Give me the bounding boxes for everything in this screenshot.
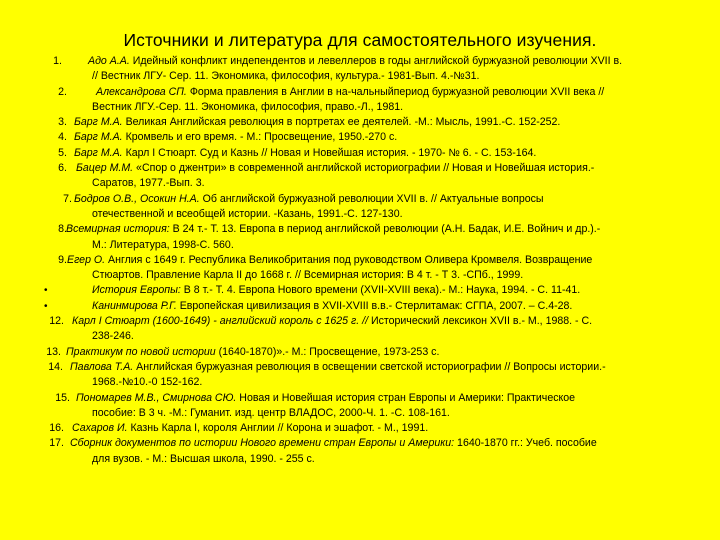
entry-text xyxy=(0,283,720,298)
entry-author: Практикум по новой истории xyxy=(66,345,216,358)
entry-line-2: 1968.-№10.-0 152-162. xyxy=(92,376,203,389)
entry-author: Егер О. xyxy=(67,253,106,266)
entry-line-1: Кромвель и его время. - М.: Просвещение, 1950.-270 с. xyxy=(122,131,398,144)
entry-text xyxy=(0,360,720,391)
reference-entry xyxy=(0,222,720,253)
reference-list xyxy=(0,54,720,467)
entry-line-1: Идейный конфликт индепендентов и левеллеров в годы английской буржуазной революции XVII в. xyxy=(129,55,623,67)
entry-number: 9. xyxy=(58,253,67,266)
reference-entry xyxy=(0,436,720,467)
entry-line-2: М.: Литература, 1998-С. 560. xyxy=(92,238,234,251)
entry-author: Барг М.А. xyxy=(74,146,123,159)
entry-author: Канинмирова Р.Г. xyxy=(92,299,177,312)
entry-line-1: В 8 т.- Т. 4. Европа Нового времени (XVII-XVIII века).- М.: Наука, 1994. - С. 11-41. xyxy=(180,284,581,297)
entry-line-2: // Вестник ЛГУ- Сер. 11. Экономика, философия, культура.- 1981-Вып. 4.-№31. xyxy=(92,70,480,83)
entry-number: 8. xyxy=(58,223,67,236)
entry-text xyxy=(0,391,720,422)
entry-text xyxy=(0,222,720,253)
entry-line-1: 1640-1870 гг.: Учеб. пособие xyxy=(454,437,597,450)
entry-text xyxy=(0,146,720,161)
entry-line-1: Исторический лексикон XVII в.- М., 1988. - С. xyxy=(368,315,593,328)
entry-line-2: Вестник ЛГУ.-Сер. 11. Экономика, философия, право.-Л., 1981. xyxy=(92,100,404,113)
entry-author: Павлова Т.А. xyxy=(70,360,134,373)
bullet-marker: • xyxy=(44,300,48,312)
entry-author: Карл I Стюарт (1600-1649) - английский король с 1625 г. // xyxy=(72,315,369,328)
page-title: Источники и литература для самостоятельного изучения. xyxy=(123,30,597,50)
entry-number: 1. xyxy=(53,55,62,67)
entry-text xyxy=(0,299,720,314)
reference-entry xyxy=(0,130,720,145)
entry-line-1: Европейская цивилизация в XVII-XVIII в.в.- Стерлитамак: СГПА, 2007. – С.4-28. xyxy=(176,299,573,312)
entry-text xyxy=(0,85,720,116)
entry-number: 15. xyxy=(55,391,70,404)
entry-text xyxy=(0,54,720,85)
entry-author: Бацер М.М. xyxy=(76,162,134,175)
entry-number: 14. xyxy=(48,360,63,373)
entry-line-1: Новая и Новейшая история стран Европы и Америки: Практическое xyxy=(236,391,576,404)
entry-text xyxy=(0,161,720,192)
entry-author: Сахаров И. xyxy=(72,422,128,435)
entry-author: Пономарев М.В., Смирнова СЮ. xyxy=(76,391,237,404)
reference-entry xyxy=(0,192,720,223)
entry-author: История Европы: xyxy=(92,284,181,297)
entry-author: Бодров О.В., Осокин Н.А. xyxy=(74,192,200,205)
reference-entry xyxy=(0,421,720,436)
entry-number: 6. xyxy=(58,162,67,175)
entry-line-2: Саратов, 1977.-Вып. 3. xyxy=(92,177,205,190)
entry-text xyxy=(0,345,720,360)
reference-entry xyxy=(0,314,720,345)
entry-author: Барг М.А. xyxy=(74,116,123,129)
reference-entry xyxy=(0,161,720,192)
entry-number: 3. xyxy=(58,116,67,129)
entry-line-2: отечественной и всеобщей истории. -Казань, 1991.-С. 127-130. xyxy=(92,207,403,220)
entry-author: Александрова СП. xyxy=(96,85,187,98)
entry-number: 4. xyxy=(58,131,67,144)
entry-line-2: 238-246. xyxy=(92,330,134,343)
entry-text xyxy=(0,314,720,345)
entry-number: 2. xyxy=(58,85,67,98)
entry-line-1: Английская буржуазная революция в освещении светской историографии // Вопросы истории.- xyxy=(133,360,606,373)
entry-text xyxy=(0,130,720,145)
bullet-marker: • xyxy=(44,285,48,297)
entry-text xyxy=(0,192,720,223)
entry-line-1: Казнь Карла I, короля Англии // Корона и эшафот. - М., 1991. xyxy=(127,422,429,435)
entry-text xyxy=(0,115,720,130)
reference-entry xyxy=(0,253,720,284)
entry-line-2: пособие: В 3 ч. -М.: Гуманит. изд. центр ВЛАДОС, 2000-Ч. 1. -С. 108-161. xyxy=(92,406,450,419)
reference-entry xyxy=(0,85,720,116)
entry-line-1: Англия с 1649 г. Республика Великобритания под руководством Оливера Кромвеля. Возвращение xyxy=(105,253,593,266)
entry-line-1: Форма правления в Англии в на-чальныйпериод буржуазной революции XVII века // xyxy=(186,85,605,98)
entry-line-1: «Спор о джентри» в современной английской историографии // Новая и Новейшая история.- xyxy=(133,162,595,175)
entry-line-1: Карл I Стюарт. Суд и Казнь // Новая и Новейшая история. - 1970- № 6. - С. 153-164. xyxy=(122,146,537,159)
entry-number: 16. xyxy=(49,422,64,435)
entry-line-1: Великая Английская революция в портретах ее деятелей. -М.: Мысль, 1991.-С. 152-252. xyxy=(122,116,561,129)
entry-line-2: Стюартов. Правление Карла II до 1668 г. // Всемирная история: В 4 т. - Т 3. -СПб., 1999. xyxy=(92,269,524,282)
entry-text xyxy=(0,253,720,284)
entry-author: Адо А.А. xyxy=(88,55,130,67)
reference-entry xyxy=(0,146,720,161)
reference-entry xyxy=(0,345,720,360)
reference-entry xyxy=(0,54,720,85)
entry-text xyxy=(0,436,720,467)
entry-text xyxy=(0,421,720,436)
entry-line-1: Об английской буржуазной революции XVII в. // Актуальные вопросы xyxy=(199,192,544,205)
entry-number: 17. xyxy=(49,437,64,450)
entry-line-1: (1640-1870)».- М.: Просвещение, 1973-253 с. xyxy=(215,345,440,358)
reference-entry xyxy=(0,115,720,130)
reference-entry xyxy=(0,283,720,298)
entry-author: Сборник документов по истории Нового времени стран Европы и Америки: xyxy=(70,437,455,450)
reference-entry xyxy=(0,360,720,391)
entry-author: Барг М.А. xyxy=(74,131,123,144)
entry-number: 5. xyxy=(58,146,67,159)
entry-number: 13. xyxy=(46,345,61,358)
entry-author: Всемирная история: xyxy=(66,223,170,236)
entry-line-1: В 24 т.- Т. 13. Европа в период английской революции (А.Н. Бадак, И.Е. Войнич и др.).- xyxy=(169,223,601,236)
entry-number: 12. xyxy=(49,315,64,328)
entry-line-2: для вузов. - М.: Высшая школа, 1990. - 255 с. xyxy=(92,452,315,465)
reference-entry xyxy=(0,391,720,422)
reference-entry xyxy=(0,299,720,314)
entry-number: 7. xyxy=(63,192,72,205)
